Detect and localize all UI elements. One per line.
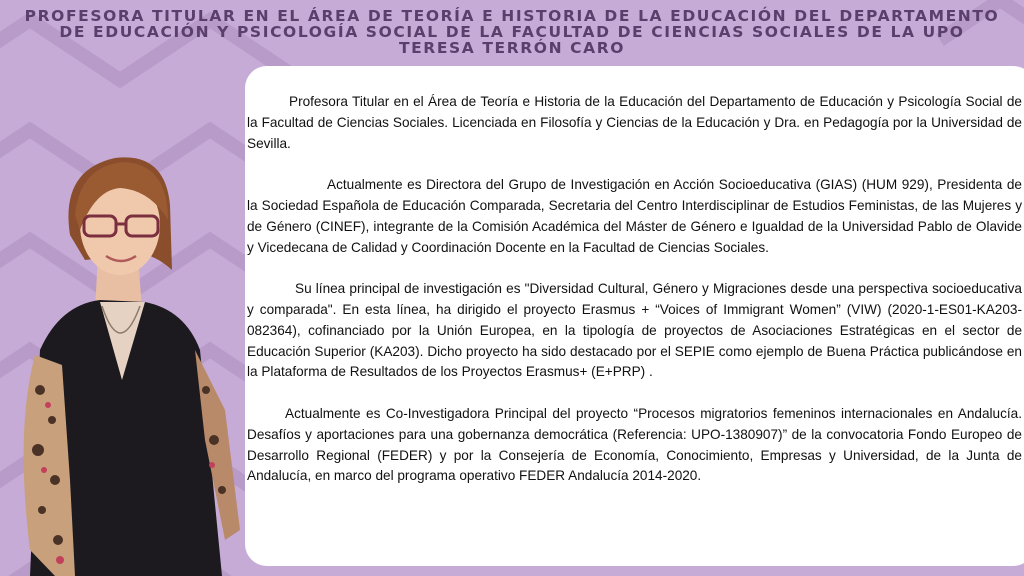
bio-paragraph-1: Profesora Titular en el Área de Teoría e Historia de la Educación del Departamento de Educación y Psicología Social de la Facultad de Ciencias Sociales. Licenciada en Filosofía y Ciencias de la Educación y Dra. en Pedagogía por la Universidad de Sevilla. bbox=[247, 94, 1022, 151]
bio-text bbox=[247, 92, 1022, 508]
portrait-photo bbox=[0, 150, 250, 576]
title-line-2: DE EDUCACIÓN Y PSICOLOGÍA SOCIAL DE LA FACULTAD DE CIENCIAS SOCIALES DE LA UPO bbox=[59, 23, 965, 41]
page-title bbox=[0, 8, 1024, 56]
bio-paragraph-2: Actualmente es Directora del Grupo de Investigación en Acción Socioeducativa (GIAS) (HUM 929), Presidenta de la Sociedad Española de Educación Comparada, Secretaria del Centro Interdisciplinar de Estudios Feministas, de las Mujeres y de Género (CINEF), integrante de la Comisión Académica del Máster de Género e Igualdad de la Universidad Pablo de Olavide y Vicedecana de Calidad y Coordinación Docente en la Facultad de Ciencias Sociales. bbox=[247, 177, 1022, 255]
bio-paragraph-3: Su línea principal de investigación es "Diversidad Cultural, Género y Migraciones desde una perspectiva socioeducativa y comparada". En esta línea, ha dirigido el proyecto Erasmus + “Voices of Immigrant Women” (VIW) (2020-1-ES01-KA203- 082364), cofinanciado por la Unión Europea, en la tipología de proyectos de Asociaciones Estratégicas en el sector de Educación Superior (KA203). Dicho proyecto ha sido destacado por el SEPIE como ejemplo de Buena Práctica publicándose en la Plataforma de Resultados de los Proyectos Erasmus+ (E+PRP) . bbox=[247, 281, 1022, 380]
title-person-name: TERESA TERRÓN CARO bbox=[398, 39, 626, 57]
title-line-1: PROFESORA TITULAR EN EL ÁREA DE TEORÍA E HISTORIA DE LA EDUCACIÓN DEL DEPARTAMENTO bbox=[24, 7, 1000, 25]
bio-paragraph-4: Actualmente es Co-Investigadora Principal del proyecto “Procesos migratorios femeninos internacionales en Andalucía. Desafíos y aportaciones para una gobernanza democrática (Referencia: UPO-1380907)” de la convocatoria Fondo Europeo de Desarrollo Regional (FEDER) y por la Consejería de Economía, Conocimiento, Empresas y Universidad, de la Junta de Andalucía, en marco del programa operativo FEDER Andalucía 2014-2020. bbox=[247, 405, 1022, 484]
